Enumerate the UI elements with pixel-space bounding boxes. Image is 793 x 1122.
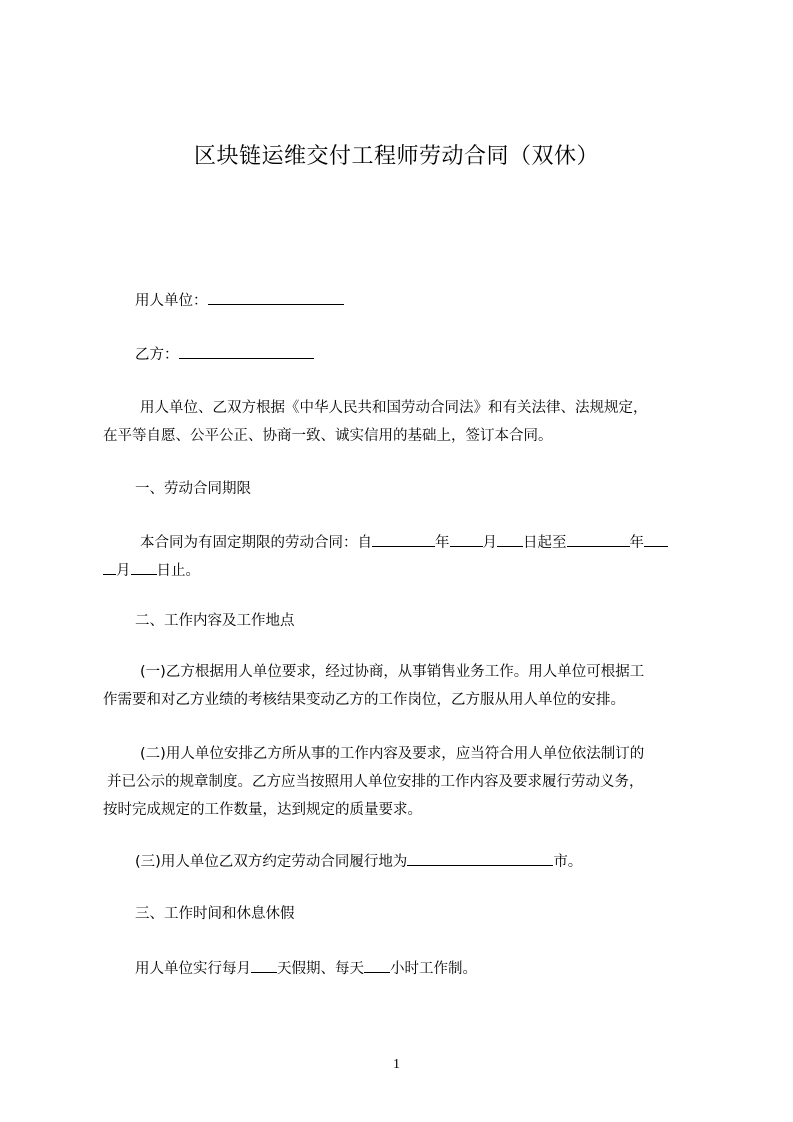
worktime-text-b: 天假期、每天 (277, 961, 364, 977)
employer-label: 用人单位： (135, 293, 208, 309)
clause-2-line-3: 按时完成规定的工作数量，达到规定的质量要求。 (103, 802, 422, 818)
city-blank[interactable] (407, 851, 553, 866)
term-start-month-blank[interactable] (450, 532, 483, 547)
term-day-end-label: 日止。 (156, 563, 200, 579)
page-number: 1 (393, 1057, 400, 1072)
term-month2-label: 月 (116, 563, 131, 579)
term-end-month-blank-b[interactable] (103, 560, 116, 575)
term-line-1 (140, 532, 740, 553)
employer-blank[interactable] (208, 290, 344, 305)
preamble-line-1: 用人单位、乙双方根据《中华人民共和国劳动合同法》和有关法律、法规规定， (140, 400, 648, 416)
section-1-heading: 一、劳动合同期限 (135, 481, 251, 497)
clause-1-line-2: 作需要和对乙方业绩的考核结果变动乙方的工作岗位，乙方服从用人单位的安排。 (103, 692, 625, 708)
daily-hours-blank[interactable] (364, 958, 390, 973)
party-b-blank[interactable] (179, 344, 314, 359)
clause-3-city-label: 市。 (553, 854, 583, 870)
term-start-year-blank[interactable] (372, 532, 435, 547)
term-day-from-label: 日起至 (523, 535, 567, 551)
preamble-line-2: 在平等自愿、公平公正、协商一致、诚实信用的基础上，签订本合同。 (103, 428, 553, 444)
clause-3-text: (三)用人单位乙双方约定劳动合同履行地为 (135, 854, 408, 870)
party-b-line (135, 344, 735, 365)
vacation-days-blank[interactable] (251, 958, 277, 973)
term-year2-label: 年 (629, 535, 644, 551)
term-start-day-blank[interactable] (497, 532, 523, 547)
clause-2-line-2: 并已公示的规章制度。乙方应当按照用人单位安排的工作内容及要求履行劳动义务， (107, 774, 644, 790)
clause-2-line-1: (二)用人单位安排乙方所从事的工作内容及要求，应当符合用人单位依法制订的 (140, 746, 645, 762)
term-end-year-blank[interactable] (567, 532, 630, 547)
term-end-day-blank[interactable] (131, 560, 157, 575)
section-3-heading: 三、工作时间和休息休假 (135, 906, 295, 922)
section-2-heading: 二、工作内容及工作地点 (135, 613, 295, 629)
clause-1-line-1: (一)乙方根据用人单位要求，经过协商，从事销售业务工作。用人单位可根据工 (140, 664, 645, 680)
party-b-label: 乙方： (135, 347, 179, 363)
term-text: 本合同为有固定期限的劳动合同：自 (140, 535, 372, 551)
worktime-text-a: 用人单位实行每月 (135, 961, 251, 977)
clause-3-line (135, 851, 735, 872)
worktime-text-c: 小时工作制。 (390, 961, 477, 977)
term-month-label: 月 (482, 535, 497, 551)
term-end-month-blank-a[interactable] (644, 532, 668, 547)
worktime-line (135, 958, 735, 979)
employer-line (135, 290, 735, 311)
term-line-2 (103, 560, 703, 581)
page-title: 区块链运维交付工程师劳动合同（双休） (193, 144, 599, 169)
term-year-label: 年 (435, 535, 450, 551)
